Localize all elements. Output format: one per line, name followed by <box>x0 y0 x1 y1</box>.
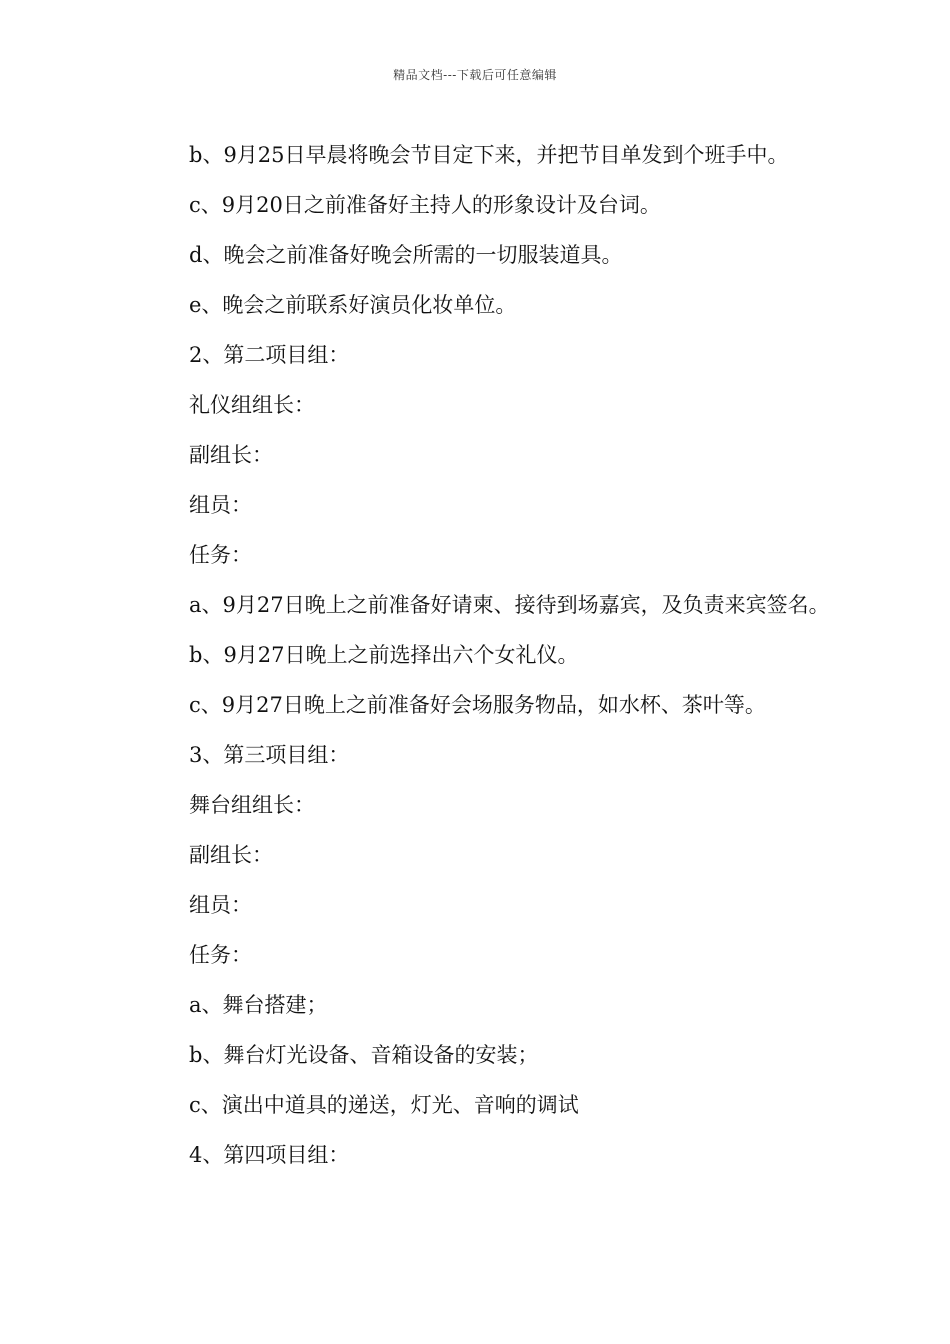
paragraph: a、舞台搭建； <box>189 993 328 1017</box>
document-body <box>145 130 835 1180</box>
section-heading: 4、第四项目组： <box>189 1143 350 1167</box>
paragraph: a、9月27日晚上之前准备好请柬、接待到场嘉宾，及负责来宾签名。 <box>189 593 830 617</box>
paragraph: 副组长： <box>189 443 273 467</box>
section-heading: 2、第二项目组： <box>189 343 350 367</box>
paragraph: 任务： <box>189 943 252 967</box>
paragraph: 副组长： <box>189 843 273 867</box>
section-heading: 3、第三项目组： <box>189 743 350 767</box>
paragraph: d、晚会之前准备好晚会所需的一切服装道具。 <box>189 243 623 267</box>
paragraph: e、晚会之前联系好演员化妆单位。 <box>189 293 517 317</box>
paragraph: b、9月25日早晨将晚会节目定下来，并把节目单发到个班手中。 <box>189 143 789 167</box>
paragraph: 任务： <box>189 543 252 567</box>
page-header: 精品文档---下载后可任意编辑 <box>393 68 557 82</box>
paragraph: c、9月20日之前准备好主持人的形象设计及台词。 <box>189 193 661 217</box>
paragraph: c、演出中道具的递送，灯光、音响的调试 <box>189 1093 579 1117</box>
paragraph: 礼仪组组长： <box>189 393 315 417</box>
paragraph: 组员： <box>189 893 252 917</box>
paragraph: b、舞台灯光设备、音箱设备的安装； <box>189 1043 539 1067</box>
paragraph: 舞台组组长： <box>189 793 315 817</box>
paragraph: 组员： <box>189 493 252 517</box>
paragraph: b、9月27日晚上之前选择出六个女礼仪。 <box>189 643 579 667</box>
paragraph: c、9月27日晚上之前准备好会场服务物品，如水杯、茶叶等。 <box>189 693 766 717</box>
